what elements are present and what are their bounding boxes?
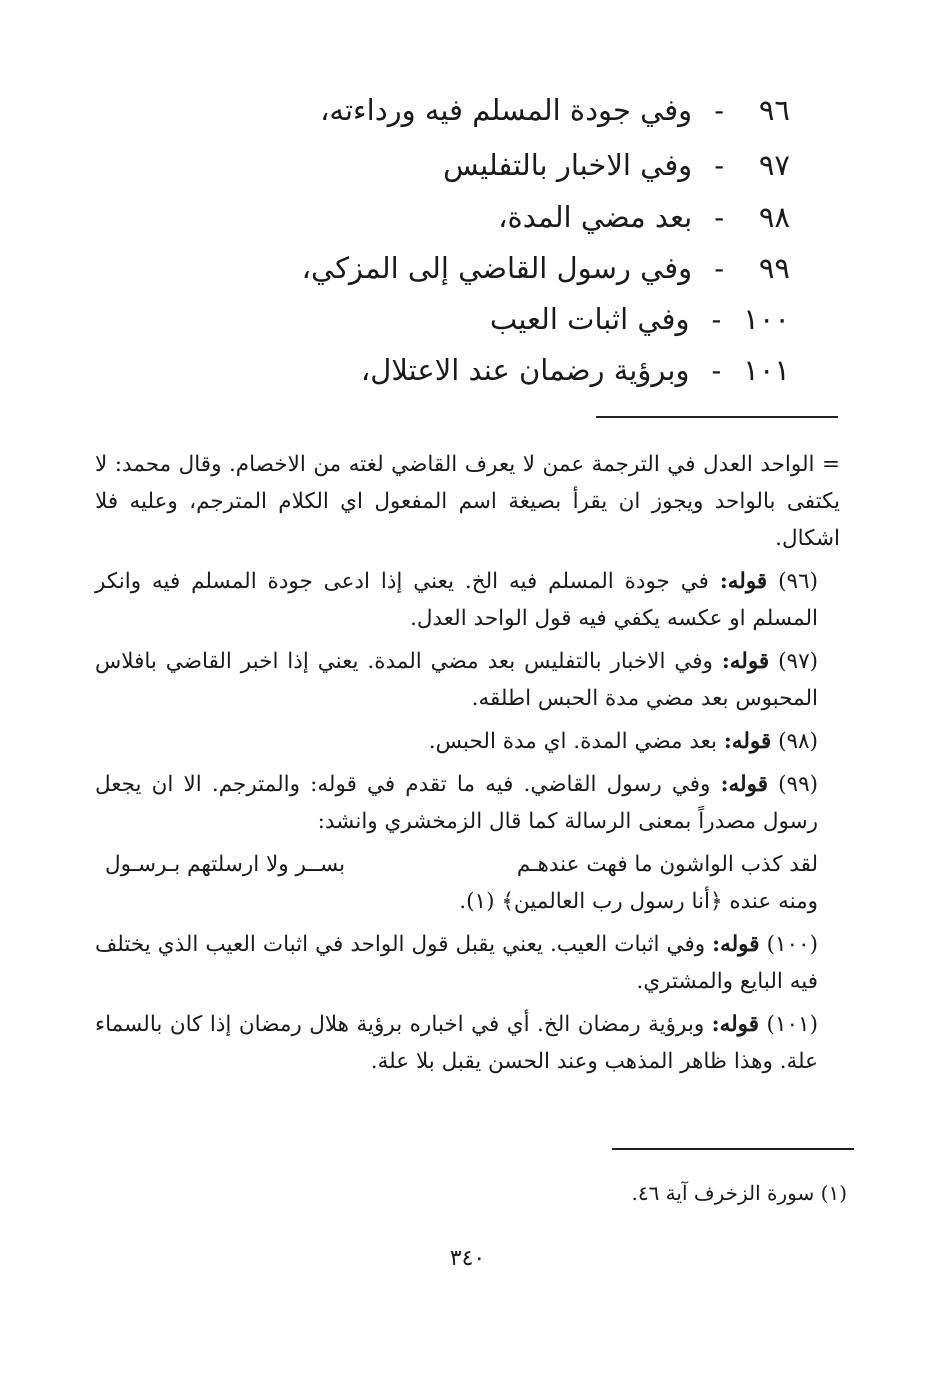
quran-citation: ومنه عنده ﴿أنا رسول رب العالمين﴾ (١). bbox=[459, 889, 818, 914]
item-dash: - bbox=[714, 200, 724, 234]
note-text: وبرؤية رمضان الخ. أي في اخباره برؤية هلال رمضان إذا كان بالسماء علة. وهذا ظاهر المذهب وعند الحسن يقبل بلا علة. bbox=[95, 1012, 818, 1074]
item-number: ٩٩ bbox=[758, 251, 790, 285]
item-text: وفي رسول القاضي إلى المزكي، bbox=[301, 251, 693, 285]
note-ref: (٩٦) bbox=[778, 569, 818, 594]
qawluh-label: قوله: bbox=[720, 772, 768, 797]
note-ref: (٩٩) bbox=[778, 772, 819, 797]
verse-hemistich-1: لقد كذب الواشون ما فهت عندهـم bbox=[516, 852, 818, 877]
item-text: وفي الاخبار بالتفليس bbox=[443, 148, 693, 182]
note-text: بعد مضي المدة. اي مدة الحبس. bbox=[428, 729, 718, 754]
page-number: ٣٤٠ bbox=[449, 1246, 486, 1271]
item-text: وبرؤية رضمان عند الاعتلال، bbox=[360, 353, 690, 387]
note-99 bbox=[95, 766, 840, 840]
qawluh-label: قوله: bbox=[719, 569, 768, 594]
item-dash: - bbox=[714, 251, 724, 285]
numbered-item bbox=[361, 350, 790, 390]
note-96 bbox=[95, 563, 840, 637]
qawluh-label: قوله: bbox=[711, 1012, 760, 1037]
commentary bbox=[95, 446, 840, 1086]
item-dash: - bbox=[711, 353, 722, 387]
qawluh-label: قوله: bbox=[721, 649, 770, 674]
qawluh-label: قوله: bbox=[712, 932, 760, 957]
note-text: في جودة المسلم فيه الخ. يعني إذا ادعى جودة المسلم فيه وانكر المسلم او عكسه يكفي فيه قول الواحد العدل. bbox=[95, 569, 818, 631]
note-ref: (٩٧) bbox=[778, 649, 819, 674]
note-ref: (٩٨) bbox=[778, 729, 818, 754]
continued-note: = الواحد العدل في الترجمة عمن لا يعرف القاضي لغته من الاخصام. وقال محمد: لا يكتفى بالواحد ويجوز ان يقرأ بصيغة اسم المفعول اي الكلام المترجم، وعليه فلا اشكال. bbox=[95, 452, 840, 551]
item-text: وفي جودة المسلم فيه ورداءته، bbox=[320, 93, 693, 127]
verse-hemistich-2: بســر ولا ارسلتهم بـرسـول bbox=[105, 852, 346, 877]
note-97 bbox=[95, 643, 840, 717]
numbered-item bbox=[320, 90, 790, 130]
item-dash: - bbox=[711, 302, 722, 336]
numbered-item bbox=[302, 248, 790, 288]
item-dash: - bbox=[714, 93, 724, 127]
verse-line bbox=[95, 846, 840, 883]
item-number: ١٠١ bbox=[743, 353, 790, 387]
item-dash: - bbox=[714, 148, 724, 182]
item-number: ٩٨ bbox=[758, 200, 790, 234]
note-text: وفي رسول القاضي. فيه ما تقدم في قوله: والمترجم. الا ان يجعل رسول مصدراً بمعنى الرسالة كما قال الزمخشري وانشد: bbox=[95, 772, 818, 834]
numbered-item bbox=[490, 299, 790, 339]
note-101 bbox=[95, 1006, 840, 1080]
note-100 bbox=[95, 926, 840, 1000]
qawluh-label: قوله: bbox=[723, 729, 772, 754]
item-number: ٩٦ bbox=[758, 93, 790, 127]
item-text: وفي اثبات العيب bbox=[489, 302, 690, 336]
item-text: بعد مضي المدة، bbox=[498, 200, 693, 234]
note-ref: (١٠٠) bbox=[766, 932, 818, 957]
note-text: وفي اثبات العيب. يعني يقبل قول الواحد في اثبات العيب الذي يختلف فيه البايع والمشتري. bbox=[95, 932, 818, 994]
numbered-item bbox=[443, 145, 790, 185]
item-number: ٩٧ bbox=[758, 148, 790, 182]
note-ref: (١٠١) bbox=[766, 1012, 818, 1037]
notes-divider bbox=[596, 416, 838, 418]
item-number: ١٠٠ bbox=[743, 302, 790, 336]
footnote: (١) سورة الزخرف آية ٤٦. bbox=[631, 1181, 847, 1205]
note-text: وفي الاخبار بالتفليس بعد مضي المدة. يعني إذا اخبر القاضي بافلاس المحبوس بعد مضي مدة الحبس اطلقه. bbox=[95, 649, 818, 711]
footnote-divider bbox=[612, 1148, 854, 1150]
numbered-item bbox=[498, 197, 790, 237]
note-98 bbox=[95, 723, 840, 760]
